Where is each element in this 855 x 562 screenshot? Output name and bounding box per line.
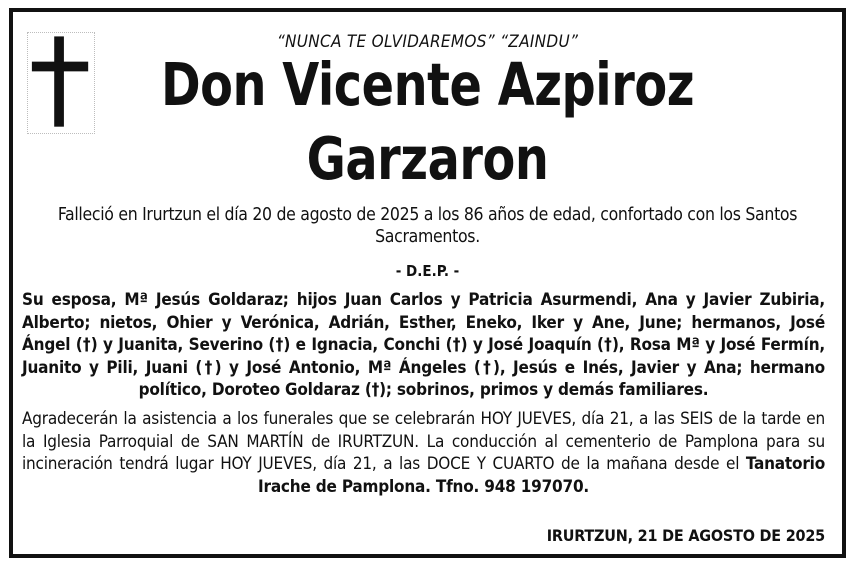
dep-line: - D.E.P. - [395, 262, 460, 280]
place-date-signoff: IRURTZUN, 21 DE AGOSTO DE 2025 [546, 526, 825, 545]
motto: “NUNCA TE OLVIDAREMOS” “ZAINDU” [276, 32, 579, 52]
deceased-name-line2: Garzaron [306, 124, 549, 193]
funeral-text: Agradecerán la asistencia a los funerales que se celebrarán HOY JUEVES, día 21, a las SEIS de la tarde en la Iglesia Parroquial de SAN MARTÍN de IRURTZUN. La conducción al cementerio de Pamplona para su incineración tendrá lugar HOY JUEVES, día 21, a las DOCE Y CUARTO de la mañana desde el [22, 409, 825, 474]
funeral-home-contact: Tanatorio Irache de Pamplona. Tfno. 948 197070. [257, 454, 826, 497]
funeral-details [22, 408, 825, 498]
death-statement: Falleció en Irurtzun el día 20 de agosto de 2025 a los 86 años de edad, confortado con los Santos Sacramentos. [57, 205, 798, 247]
deceased-name-line1: Don Vicente Azpiroz [160, 50, 695, 119]
family-list: Su esposa, Mª Jesús Goldaraz; hijos Juan Carlos y Patricia Asurmendi, Ana y Javier Zubiria, Alberto; nietos, Ohier y Verónica, Adrián, Esther, Eneko, Iker y Ane, June; hermanos, José Ángel (†) y Juanita, Severino (†) e Ignacia, Conchi (†) y José Joaquín (†), Rosa Mª y José Fermín, Juanito y Pili, Juani (†) y José Antonio, Mª Ángeles (†), Jesús e Inés, Javier y Ana; hermano político, Doroteo Goldaraz (†); sobrinos, primos y demás familiares. [22, 290, 825, 400]
